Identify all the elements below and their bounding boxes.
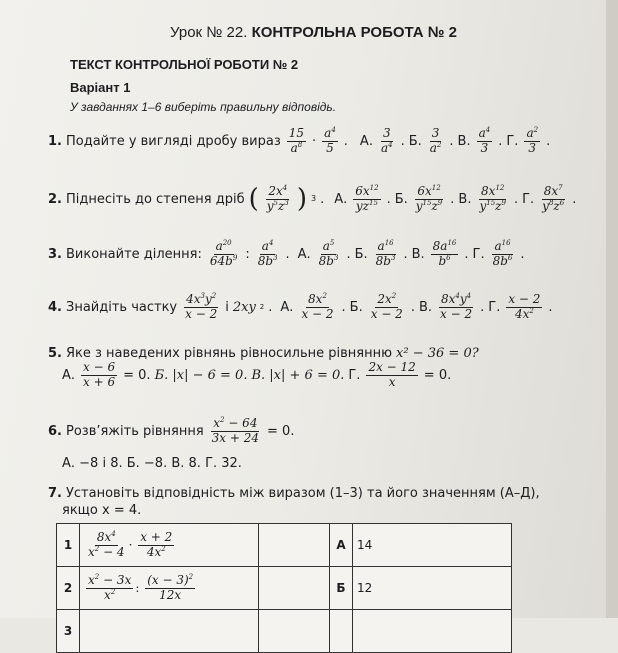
task-6: 6. Розв’яжіть рівняння $\frac{x^2 - 64}{3x + 24}$ = 0. xyxy=(48,416,295,445)
matching-table xyxy=(56,523,512,653)
page-edge xyxy=(606,0,618,618)
table-row: 1 $\frac{8x^4}{x^2 - 4}$ · $\frac{x + 2}{4x^2}$ А 14 xyxy=(57,524,512,567)
task-7-condition: якщо x = 4. xyxy=(62,503,142,518)
task-5: 5. Яке з наведених рівнянь рівносильне рівнянню x² − 36 = 0? xyxy=(48,346,479,361)
task-1: 1. Подайте у вигляді дробу вираз 15 $a^8$ · $a^4$ 5 . А. 3 $a^4$ . Б. 3 $a^2$ . В. $a^4$ 3 . Г. $a^2$ 3 . xyxy=(48,126,551,155)
variant-label: Варіант 1 xyxy=(70,80,131,95)
task-3: 3. Виконайте ділення: $a^{20}$ $64b^9$ : $a^4$ $8b^3$ . А. $a^5$ $8b^3$ . Б. $a^{16}$ $8b^3$ . В. $8a^{16}$ $b^6$ . Г. $a^{16}$ $8b^6$ . xyxy=(48,239,525,268)
instruction: У завданнях 1–6 виберіть правильну відповідь. xyxy=(70,100,337,114)
task-6-answers: А. −8 і 8. Б. −8. В. 8. Г. 32. xyxy=(62,456,242,471)
table-row: 3 xyxy=(57,610,512,653)
task-7: 7. Установіть відповідність між виразом (1–3) та його значенням (А–Д), xyxy=(48,486,540,501)
table-row: 2 $\frac{x^2 - 3x}{x^2}$ : $\frac{(x - 3)^2}{12x}$ Б 12 xyxy=(57,567,512,610)
task-2: 2. Піднесіть до степеня дріб ( $2x^4$ $y^5z^3$ ) 3 . А. $6x^{12}$ $yz^{15}$ . Б. $6x^{12}$ $y^{15}z^9$ . В. $8x^{12}$ $y^{15}z^9$ . Г. $8x^7$ $y^8z^6$ . xyxy=(48,184,577,215)
task-5-options: А. x − 6 x + 6 = 0. Б. |x| − 6 = 0. В. |x| + 6 = 0. Г. 2x − 12 x = 0. xyxy=(62,360,452,389)
task-4: 4. Знайдіть частку $4x^3y^2$ x − 2 і 2xy 2 . А. $8x^2$ x − 2 . Б. $2x^2$ x − 2 . В. $8x^4y^4$ x − 2 . Г. x − 2 $4x^2$ . xyxy=(48,292,553,321)
subtitle: ТЕКСТ КОНТРОЛЬНОЇ РОБОТИ № 2 xyxy=(70,57,299,72)
page-header: Урок № 22. КОНТРОЛЬНА РОБОТА № 2 xyxy=(170,24,457,41)
